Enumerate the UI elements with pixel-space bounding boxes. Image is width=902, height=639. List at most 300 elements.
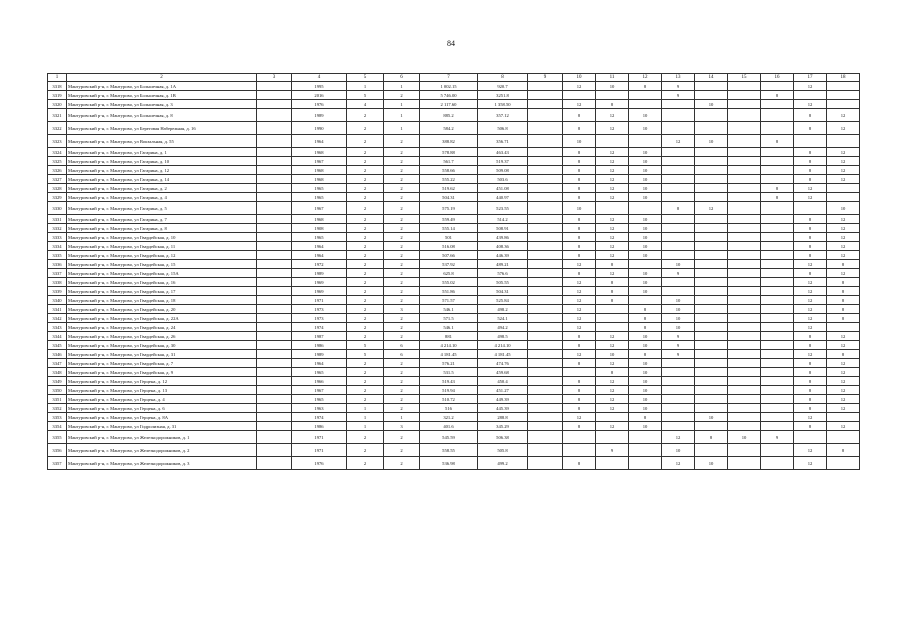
table-cell bbox=[695, 242, 728, 251]
table-cell bbox=[528, 359, 563, 368]
table-cell: 12 bbox=[827, 251, 860, 260]
table-cell: 8 bbox=[596, 287, 629, 296]
table-cell: 12 bbox=[827, 175, 860, 184]
table-row bbox=[48, 323, 860, 332]
column-number-cell: 11 bbox=[596, 74, 629, 82]
row-number-cell: 3325 bbox=[48, 157, 67, 166]
row-number-cell: 3350 bbox=[48, 386, 67, 395]
table-row bbox=[48, 404, 860, 413]
table-cell: 4 181.45 bbox=[420, 350, 478, 359]
table-cell bbox=[528, 287, 563, 296]
table-cell: 5 746.00 bbox=[420, 91, 478, 100]
table-cell: 8 bbox=[794, 215, 827, 224]
table-cell: 1 bbox=[347, 413, 384, 422]
table-cell: 2 bbox=[384, 91, 420, 100]
column-number-cell: 6 bbox=[384, 74, 420, 82]
table-cell bbox=[257, 100, 292, 109]
table-row bbox=[48, 148, 860, 157]
address-cell: Мантуровский р-н, г. Мантурово, ул Гвардейская, д. 15 bbox=[67, 260, 257, 269]
table-cell bbox=[662, 233, 695, 242]
table-cell: 1969 bbox=[292, 287, 347, 296]
table-cell: 2 bbox=[384, 332, 420, 341]
row-number-cell: 3342 bbox=[48, 314, 67, 323]
table-cell bbox=[563, 91, 596, 100]
table-cell: 12 bbox=[827, 386, 860, 395]
table-cell: 531.5 bbox=[420, 368, 478, 377]
table-cell bbox=[528, 350, 563, 359]
table-cell bbox=[794, 431, 827, 444]
row-number-cell: 3351 bbox=[48, 395, 67, 404]
table-cell: 1966 bbox=[292, 377, 347, 386]
table-cell: 1974 bbox=[292, 323, 347, 332]
table-cell: 12 bbox=[794, 413, 827, 422]
table-cell bbox=[528, 193, 563, 202]
table-cell: 2 bbox=[384, 431, 420, 444]
table-cell bbox=[761, 233, 794, 242]
table-cell: 12 bbox=[794, 305, 827, 314]
table-cell: 2 bbox=[347, 444, 384, 457]
table-row bbox=[48, 296, 860, 305]
row-number-cell: 3349 bbox=[48, 377, 67, 386]
table-cell bbox=[728, 122, 761, 135]
table-row bbox=[48, 444, 860, 457]
table-cell bbox=[761, 350, 794, 359]
address-cell: Мантуровский р-н, г. Мантурово, ул Гвардейская, д. 7 bbox=[67, 359, 257, 368]
table-cell: 1964 bbox=[292, 359, 347, 368]
table-cell: 1969 bbox=[292, 278, 347, 287]
column-number-cell: 4 bbox=[292, 74, 347, 82]
table-cell bbox=[761, 166, 794, 175]
table-cell bbox=[257, 314, 292, 323]
table-cell: 1908 bbox=[292, 224, 347, 233]
table-cell bbox=[662, 224, 695, 233]
table-cell: 8 bbox=[563, 166, 596, 175]
row-number-cell: 3356 bbox=[48, 444, 67, 457]
table-cell: 12 bbox=[596, 341, 629, 350]
address-cell: Мантуровский р-н, г. Мантурово, ул Гвардейская, д. 22А bbox=[67, 314, 257, 323]
table-cell bbox=[528, 305, 563, 314]
row-number-cell: 3344 bbox=[48, 332, 67, 341]
table-cell: 12 bbox=[794, 260, 827, 269]
table-cell: 8 bbox=[596, 260, 629, 269]
table-row bbox=[48, 91, 860, 100]
table-cell bbox=[563, 444, 596, 457]
table-row bbox=[48, 377, 860, 386]
table-cell: 6 bbox=[384, 350, 420, 359]
table-cell: 1976 bbox=[292, 457, 347, 470]
table-cell: 463.43 bbox=[478, 148, 528, 157]
table-cell bbox=[528, 278, 563, 287]
table-cell bbox=[761, 296, 794, 305]
table-cell: 2 bbox=[347, 359, 384, 368]
table-cell: 12 bbox=[662, 135, 695, 148]
table-cell bbox=[761, 323, 794, 332]
table-cell bbox=[695, 224, 728, 233]
table-cell: 8 bbox=[761, 91, 794, 100]
table-cell: 2 bbox=[384, 148, 420, 157]
table-cell: 8 bbox=[794, 148, 827, 157]
table-cell bbox=[528, 148, 563, 157]
table-cell bbox=[794, 202, 827, 215]
row-number-cell: 3319 bbox=[48, 91, 67, 100]
table-cell: 2 bbox=[347, 224, 384, 233]
table-cell: 501 bbox=[420, 233, 478, 242]
table-cell bbox=[528, 260, 563, 269]
table-cell bbox=[695, 260, 728, 269]
table-cell: 10 bbox=[629, 287, 662, 296]
table-cell: 12 bbox=[827, 269, 860, 278]
table-cell bbox=[528, 233, 563, 242]
table-cell: 8 bbox=[563, 341, 596, 350]
table-cell bbox=[695, 148, 728, 157]
table-cell: 1 bbox=[384, 413, 420, 422]
table-cell: 8 bbox=[596, 368, 629, 377]
table-cell bbox=[695, 305, 728, 314]
table-cell: 8 bbox=[827, 260, 860, 269]
table-cell bbox=[761, 444, 794, 457]
table-cell bbox=[528, 251, 563, 260]
table-cell: 2 bbox=[384, 314, 420, 323]
table-cell bbox=[528, 457, 563, 470]
table-cell bbox=[528, 386, 563, 395]
table-cell: 12 bbox=[695, 202, 728, 215]
table-cell: 8 bbox=[563, 215, 596, 224]
table-cell: 10 bbox=[629, 224, 662, 233]
table-cell: 8 bbox=[662, 202, 695, 215]
table-cell: 10 bbox=[629, 193, 662, 202]
table-cell bbox=[695, 278, 728, 287]
table-cell: 523.55 bbox=[478, 202, 528, 215]
table-cell: 3 bbox=[384, 422, 420, 431]
address-cell: Мантуровский р-н, г. Мантурово, ул Гвардейская, д. 15А bbox=[67, 269, 257, 278]
table-cell bbox=[528, 122, 563, 135]
table-cell: 2 bbox=[347, 269, 384, 278]
column-number-cell: 9 bbox=[528, 74, 563, 82]
table-cell: 8 bbox=[563, 193, 596, 202]
table-cell bbox=[761, 242, 794, 251]
table-row bbox=[48, 233, 860, 242]
table-cell: 1 bbox=[347, 82, 384, 91]
table-cell bbox=[695, 422, 728, 431]
table-cell: 546.1 bbox=[420, 305, 478, 314]
table-cell: 451.08 bbox=[478, 184, 528, 193]
table-cell: 2 bbox=[347, 377, 384, 386]
table-cell: 12 bbox=[827, 233, 860, 242]
table-cell: 2 bbox=[347, 260, 384, 269]
table-cell: 505.55 bbox=[478, 278, 528, 287]
table-cell: 12 bbox=[596, 184, 629, 193]
table-cell: 8 bbox=[563, 377, 596, 386]
table-cell: 8 bbox=[563, 332, 596, 341]
table-cell: 288.8 bbox=[478, 413, 528, 422]
table-cell bbox=[695, 341, 728, 350]
table-cell bbox=[257, 91, 292, 100]
table-cell: 504.31 bbox=[420, 193, 478, 202]
table-cell bbox=[761, 278, 794, 287]
table-cell bbox=[528, 135, 563, 148]
address-cell: Мантуровский р-н, г. Мантурово, ул Гвардейская, д. 26 bbox=[67, 332, 257, 341]
table-cell: 12 bbox=[563, 314, 596, 323]
table-cell bbox=[257, 323, 292, 332]
table-cell bbox=[662, 377, 695, 386]
table-cell bbox=[257, 157, 292, 166]
address-cell: Мантуровский р-н, г. Мантурово, ул Железнодорожников, д. 2 bbox=[67, 444, 257, 457]
table-cell: 2 bbox=[384, 202, 420, 215]
table-cell: 499.2 bbox=[478, 457, 528, 470]
table-cell bbox=[728, 91, 761, 100]
table-cell bbox=[596, 323, 629, 332]
table-cell bbox=[761, 157, 794, 166]
table-cell: 1971 bbox=[292, 431, 347, 444]
column-number-cell: 18 bbox=[827, 74, 860, 82]
table-cell bbox=[257, 332, 292, 341]
table-cell: 12 bbox=[563, 100, 596, 109]
table-cell: 1967 bbox=[292, 202, 347, 215]
table-cell: 1964 bbox=[292, 135, 347, 148]
table-cell bbox=[662, 242, 695, 251]
table-cell bbox=[528, 377, 563, 386]
table-cell bbox=[695, 404, 728, 413]
table-cell bbox=[662, 422, 695, 431]
table-cell: 2 bbox=[347, 431, 384, 444]
table-cell bbox=[695, 377, 728, 386]
table-cell: 12 bbox=[794, 184, 827, 193]
table-cell: 578.88 bbox=[420, 148, 478, 157]
address-cell: Мантуровский р-н, г. Мантурово, ул Гагарина, д. 12 bbox=[67, 166, 257, 175]
table-cell: 10 bbox=[629, 386, 662, 395]
table-cell bbox=[528, 242, 563, 251]
address-cell: Мантуровский р-н, г. Мантурово, ул Гагарина, д. 7 bbox=[67, 215, 257, 224]
table-cell bbox=[257, 82, 292, 91]
table-cell: 321.2 bbox=[420, 413, 478, 422]
table-cell: 2 bbox=[384, 242, 420, 251]
table-row bbox=[48, 457, 860, 470]
table-cell bbox=[257, 242, 292, 251]
row-number-cell: 3328 bbox=[48, 184, 67, 193]
table-cell: 449.39 bbox=[478, 395, 528, 404]
row-number-cell: 3336 bbox=[48, 260, 67, 269]
table-cell bbox=[695, 122, 728, 135]
table-cell bbox=[695, 296, 728, 305]
table-cell: 401.6 bbox=[420, 422, 478, 431]
table-cell: 1989 bbox=[292, 350, 347, 359]
address-cell: Мантуровский р-н, г. Мантурово, ул Гагарина, д. 10 bbox=[67, 157, 257, 166]
table-cell: 1 bbox=[384, 82, 420, 91]
table-cell bbox=[761, 413, 794, 422]
table-cell: 8 bbox=[563, 157, 596, 166]
table-cell bbox=[528, 157, 563, 166]
table-cell: 8 bbox=[794, 166, 827, 175]
table-row bbox=[48, 175, 860, 184]
table-cell: 6 bbox=[384, 341, 420, 350]
table-cell bbox=[662, 386, 695, 395]
table-cell: 2 bbox=[384, 359, 420, 368]
table-cell: 8 bbox=[761, 184, 794, 193]
table-cell bbox=[662, 122, 695, 135]
table-cell: 12 bbox=[563, 278, 596, 287]
table-cell: 12 bbox=[596, 359, 629, 368]
table-cell bbox=[257, 444, 292, 457]
table-cell: 12 bbox=[794, 100, 827, 109]
table-cell: 2 bbox=[384, 368, 420, 377]
table-cell bbox=[728, 305, 761, 314]
table-row bbox=[48, 184, 860, 193]
table-cell: 8 bbox=[761, 135, 794, 148]
table-cell: 10 bbox=[629, 395, 662, 404]
table-cell bbox=[728, 287, 761, 296]
table-cell: 440.97 bbox=[478, 193, 528, 202]
table-cell: 12 bbox=[596, 122, 629, 135]
table-cell: 10 bbox=[662, 305, 695, 314]
table-cell: 9 bbox=[662, 350, 695, 359]
table-cell bbox=[662, 287, 695, 296]
address-cell: Мантуровский р-н, г. Мантурово, ул Гвардейская, д. 11 bbox=[67, 242, 257, 251]
table-row bbox=[48, 314, 860, 323]
table-cell: 555.02 bbox=[420, 278, 478, 287]
table-cell bbox=[761, 287, 794, 296]
table-cell: 12 bbox=[794, 296, 827, 305]
table-row bbox=[48, 395, 860, 404]
table-cell bbox=[257, 431, 292, 444]
table-cell bbox=[728, 377, 761, 386]
table-cell: 2 bbox=[347, 193, 384, 202]
table-cell bbox=[662, 278, 695, 287]
table-cell: 1968 bbox=[292, 166, 347, 175]
table-cell: 2 bbox=[384, 287, 420, 296]
table-cell: 1 bbox=[384, 109, 420, 122]
table-cell: 357.12 bbox=[478, 109, 528, 122]
table-cell: 12 bbox=[596, 386, 629, 395]
table-cell: 498.5 bbox=[478, 332, 528, 341]
table-cell bbox=[528, 224, 563, 233]
table-cell: 510.72 bbox=[420, 395, 478, 404]
table-cell: 12 bbox=[596, 377, 629, 386]
row-number-cell: 3331 bbox=[48, 215, 67, 224]
table-cell: 8 bbox=[563, 269, 596, 278]
table-row bbox=[48, 260, 860, 269]
table-cell: 450.4 bbox=[478, 377, 528, 386]
table-cell bbox=[728, 157, 761, 166]
table-cell: 551.86 bbox=[420, 287, 478, 296]
table-cell: 10 bbox=[629, 122, 662, 135]
table-cell bbox=[695, 193, 728, 202]
column-number-cell: 13 bbox=[662, 74, 695, 82]
table-cell bbox=[761, 224, 794, 233]
address-cell: Мантуровский р-н, г. Мантурово, ул Вокзальная, д. 55 bbox=[67, 135, 257, 148]
table-cell: 2 bbox=[347, 287, 384, 296]
table-cell: 8 bbox=[794, 386, 827, 395]
table-cell: 1989 bbox=[292, 109, 347, 122]
table-cell: 10 bbox=[662, 296, 695, 305]
table-cell bbox=[761, 341, 794, 350]
table-cell: 1989 bbox=[292, 269, 347, 278]
address-cell: Мантуровский р-н, г. Мантурово, ул Гвардейская, д. 9 bbox=[67, 368, 257, 377]
table-cell bbox=[257, 122, 292, 135]
table-cell: 10 bbox=[629, 278, 662, 287]
address-cell: Мантуровский р-н, г. Мантурово, ул Гагарина, д. 1 bbox=[67, 148, 257, 157]
table-cell bbox=[528, 166, 563, 175]
table-cell: 1 358.50 bbox=[478, 100, 528, 109]
table-cell: 516 bbox=[420, 404, 478, 413]
table-cell: 2 bbox=[347, 395, 384, 404]
table-cell: 519.43 bbox=[420, 377, 478, 386]
table-cell: 12 bbox=[662, 431, 695, 444]
table-cell: 8 bbox=[629, 413, 662, 422]
table-cell bbox=[761, 377, 794, 386]
table-cell: 2 bbox=[347, 323, 384, 332]
housing-register-table bbox=[47, 73, 860, 470]
row-number-cell: 3333 bbox=[48, 233, 67, 242]
table-cell bbox=[728, 242, 761, 251]
table-cell bbox=[257, 457, 292, 470]
table-row bbox=[48, 166, 860, 175]
row-number-cell: 3335 bbox=[48, 251, 67, 260]
table-cell bbox=[761, 395, 794, 404]
table-cell: 8 bbox=[827, 287, 860, 296]
table-row bbox=[48, 332, 860, 341]
table-cell: 12 bbox=[596, 251, 629, 260]
table-cell bbox=[662, 166, 695, 175]
table-cell: 8 bbox=[563, 109, 596, 122]
table-cell bbox=[695, 444, 728, 457]
table-cell: 10 bbox=[629, 242, 662, 251]
table-cell: 2 bbox=[347, 109, 384, 122]
table-cell: 12 bbox=[596, 404, 629, 413]
table-cell bbox=[629, 202, 662, 215]
table-cell: 10 bbox=[695, 457, 728, 470]
table-cell: 8 bbox=[563, 242, 596, 251]
table-cell: 575.19 bbox=[420, 202, 478, 215]
table-cell: 2 bbox=[384, 193, 420, 202]
table-cell: 12 bbox=[827, 368, 860, 377]
table-cell: 545.59 bbox=[420, 431, 478, 444]
table-cell: 559.49 bbox=[420, 215, 478, 224]
table-cell: 571.5 bbox=[420, 314, 478, 323]
table-cell bbox=[761, 260, 794, 269]
table-cell: 509.08 bbox=[478, 166, 528, 175]
address-cell: Мантуровский р-н, г. Мантурово, ул Гвардейская, д. 30 bbox=[67, 341, 257, 350]
table-cell bbox=[728, 332, 761, 341]
table-cell: 12 bbox=[827, 109, 860, 122]
table-cell: 9 bbox=[662, 82, 695, 91]
table-cell: 2 bbox=[347, 386, 384, 395]
column-number-cell: 14 bbox=[695, 74, 728, 82]
table-cell: 12 bbox=[794, 314, 827, 323]
table-cell: 2 bbox=[347, 157, 384, 166]
table-cell: 8 bbox=[827, 296, 860, 305]
table-cell: 8 bbox=[695, 431, 728, 444]
column-number-cell: 5 bbox=[347, 74, 384, 82]
table-cell: 356.71 bbox=[478, 135, 528, 148]
column-number-cell: 2 bbox=[67, 74, 257, 82]
row-number-cell: 3330 bbox=[48, 202, 67, 215]
table-cell: 2 bbox=[347, 233, 384, 242]
table-cell: 10 bbox=[563, 135, 596, 148]
row-number-cell: 3352 bbox=[48, 404, 67, 413]
table-cell bbox=[827, 413, 860, 422]
row-number-cell: 3332 bbox=[48, 224, 67, 233]
table-cell: 1967 bbox=[292, 157, 347, 166]
table-cell bbox=[257, 395, 292, 404]
address-cell: Мантуровский р-н, г. Мантурово, ул Герцена, д. 4 bbox=[67, 395, 257, 404]
table-cell: 3251.8 bbox=[478, 91, 528, 100]
table-cell: 519.37 bbox=[478, 157, 528, 166]
address-cell: Мантуровский р-н, г. Мантурово, ул Гвардейская, д. 12 bbox=[67, 251, 257, 260]
table-cell bbox=[761, 100, 794, 109]
column-number-cell: 16 bbox=[761, 74, 794, 82]
address-cell: Мантуровский р-н, г. Мантурово, ул Гвардейская, д. 16 bbox=[67, 278, 257, 287]
table-cell: 885.2 bbox=[420, 109, 478, 122]
